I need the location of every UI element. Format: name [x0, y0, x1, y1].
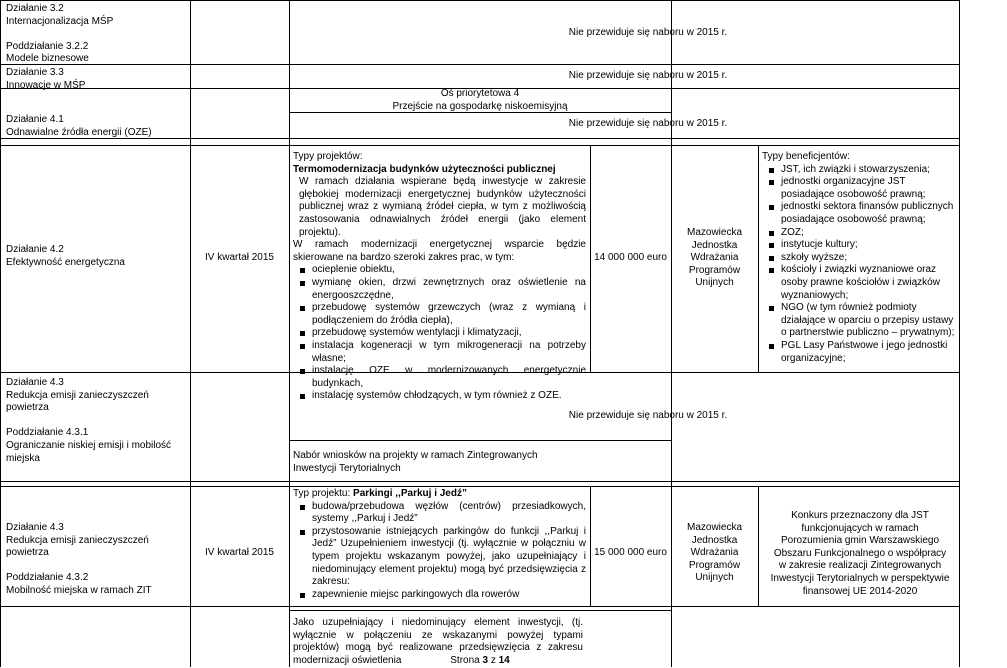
- priority-axis-title: Przejście na gospodarkę niskoemisyjną: [392, 100, 568, 112]
- row7-quarter: IV kwartał 2015: [205, 547, 274, 558]
- project-types-list: [293, 501, 586, 602]
- project-types-list: [293, 264, 586, 403]
- row1-no-call-note: Nie przewiduje się naboru w 2015 r.: [568, 27, 728, 38]
- page-number: 3: [482, 655, 489, 666]
- list-item: przystosowanie istniejących parkingów do funkcji ,,Parkuj i Jedź” Uzupełnieniem inwestycji (tj. wyłącznie w połączniu w typem projektu wskazanym powyżej, jako uzupełniający i niedominujący element projektu) mogą być przedsięwzięcia z zakresu:: [293, 526, 586, 589]
- project-types-scope: W ramach modernizacji energetycznej wsparcie będzie skierowane na bardzo szeroki zakres prac, w tym:: [293, 239, 586, 263]
- list-item: wymianę okien, drzwi zewnętrznych oraz oświetlenie na energooszczędne,: [293, 277, 586, 302]
- action-line: Działanie 4.1: [6, 114, 64, 125]
- row4-quarter: IV kwartał 2015: [205, 252, 274, 263]
- row7-institution: [671, 522, 758, 585]
- action-line: Efektywność energetyczna: [6, 256, 125, 268]
- priority-axis-heading: [289, 88, 671, 113]
- row4-action-cell: [6, 244, 186, 269]
- list-item: ocieplenie obiektu,: [293, 264, 586, 277]
- action-line: Działanie 4.3: [6, 522, 64, 533]
- institution-line: Unijnych: [695, 277, 734, 289]
- list-item: NGO (w tym również podmioty działające w oparciu o przepisy ustawy o partnerstwie publiczno – prywatnym);: [762, 302, 956, 340]
- list-item: instalację OZE w modernizowanych energetycznie budynkach,: [293, 365, 586, 390]
- row5-no-call-note: Nie przewiduje się naboru w 2015 r.: [568, 410, 728, 421]
- row7-beneficiaries: Konkurs przeznaczony dla JST funkcjonujących w ramach Porozumienia gmin Warszawskiego Obszaru Funkcjonalnego o współpracy w zakresie realizacji Zintegrowanych Inwestycji Terytorialnych w perspektywie finansowej UE 2014-2020: [770, 510, 950, 597]
- row4-beneficiaries: [762, 151, 956, 365]
- action-line: Poddziałanie 3.2.2: [6, 40, 89, 52]
- list-item: JST, ich związki i stowarzyszenia;: [762, 164, 956, 177]
- action-line: miejska: [6, 452, 40, 464]
- row2-no-call-note: Nie przewiduje się naboru w 2015 r.: [568, 70, 728, 81]
- project-types-heading: Typ projektu: Parkingi ,,Parkuj i Jedź”: [293, 488, 467, 499]
- page-total: 14: [498, 655, 510, 666]
- beneficiaries-list: [762, 164, 956, 366]
- action-line: Poddziałanie 4.3.1: [6, 427, 89, 439]
- list-item: ZOZ;: [762, 227, 956, 240]
- action-line: Ograniczanie niskiej emisji i mobilość: [6, 439, 172, 451]
- list-item: instalacja kogeneracji w tym mikrogeneracji na potrzeby własne;: [293, 340, 586, 365]
- action-line: Internacjonalizacja MŚP: [6, 15, 114, 27]
- list-item: instytucje kultury;: [762, 239, 956, 252]
- project-types-title: Termomodernizacja budynków użyteczności publicznej: [293, 163, 556, 175]
- row7-amount: 15 000 000 euro: [594, 547, 667, 558]
- institution-line: Jednostka: [691, 239, 738, 251]
- action-line: Działanie 3.2: [6, 3, 64, 14]
- row4-amount: 14 000 000 euro: [594, 252, 667, 263]
- institution-line: Programów: [688, 559, 741, 571]
- list-item: PGL Lasy Państwowe i jego jednostki organizacyjne;: [762, 340, 956, 365]
- project-types-description: W ramach działania wspierane będą inwestycje w zakresie głębokiej modernizacji energetycznej budynków użyteczności publicznej wraz z wymianą źródeł ciepła, w tym z możliwością zastosowania odnawialnych źródeł energii (jako element projektu).: [299, 176, 586, 238]
- list-item: jednostki sektora finansów publicznych posiadające osobowość prawną;: [762, 201, 956, 226]
- list-item: budowa/przebudowa węzłów (centrów) przesiadkowych, systemy ,,Parkuj i Jedź”: [293, 501, 586, 526]
- action-line: Mobilność miejska w ramach ZIT: [6, 584, 152, 596]
- project-types-label: Typy projektów:: [293, 151, 363, 162]
- row4-project-types: [293, 151, 586, 403]
- list-item: kościoły i związki wyznaniowe oraz osoby prawne kościołów i związków wyznaniowych;: [762, 264, 956, 302]
- institution-line: Unijnych: [695, 572, 734, 584]
- action-line: Modele biznesowe: [6, 53, 89, 65]
- list-item: instalację systemów chłodzących, w tym również z OZE.: [293, 390, 586, 403]
- page-footer: [0, 655, 960, 668]
- institution-line: Jednostka: [691, 534, 738, 546]
- page-of: z: [488, 655, 499, 666]
- institution-line: Programów: [688, 264, 741, 276]
- action-line: Poddziałanie 4.3.2: [6, 572, 89, 584]
- row8-complementary-note: Jako uzupełniający i niedominujący element inwestycji, (tj. wyłącznie w połączeniu ze wskazanymi powyżej typami projektów) mogą być realizowane przedsięwzięcia z zakresu modernizacji oświetlenia: [293, 617, 583, 666]
- beneficiaries-label: Typy beneficjentów:: [762, 151, 850, 162]
- row1-action-cell: [6, 3, 186, 66]
- action-line: Działanie 3.3: [6, 67, 64, 78]
- institution-line: Mazowiecka: [686, 227, 743, 238]
- row7-action-cell: [6, 522, 186, 598]
- row4-institution: [671, 227, 758, 290]
- action-line: Działanie 4.3: [6, 377, 64, 388]
- institution-line: Mazowiecka: [686, 522, 743, 533]
- page-label: Strona: [450, 655, 483, 666]
- action-line: Redukcja emisji zanieczyszczeń powietrza: [6, 389, 149, 414]
- row3-no-call-note: Nie przewiduje się naboru w 2015 r.: [568, 118, 728, 129]
- list-item: przebudowę systemów grzewczych (wraz z wymianą i podłączeniem do źródła ciepła),: [293, 302, 586, 327]
- list-item: jednostki organizacyjne JST posiadające osobowość prawną;: [762, 176, 956, 201]
- row2-action-cell: [6, 67, 186, 92]
- institution-line: Wdrażania: [690, 252, 739, 264]
- list-item: przebudowę systemów wentylacji i klimatyzacji,: [293, 327, 586, 340]
- row5-action-cell: [6, 377, 186, 465]
- row7-project-types: [293, 488, 586, 601]
- action-line: Redukcja emisji zanieczyszczeń powietrza: [6, 534, 149, 559]
- action-line: Odnawialne źródła energii (OZE): [6, 126, 152, 138]
- list-item: zapewnienie miejsc parkingowych dla rowerów: [293, 589, 586, 602]
- priority-axis-number: Oś priorytetowa 4: [440, 88, 520, 99]
- action-line: Innowacje w MŚP: [6, 79, 86, 91]
- list-item: szkoły wyższe;: [762, 252, 956, 265]
- action-line: Działanie 4.2: [6, 244, 64, 255]
- institution-line: Wdrażania: [690, 547, 739, 559]
- row6-zit-note: Nabór wniosków na projekty w ramach Zintegrowanych Inwestycji Terytorialnych: [293, 450, 538, 474]
- row3-action-cell: [6, 114, 186, 139]
